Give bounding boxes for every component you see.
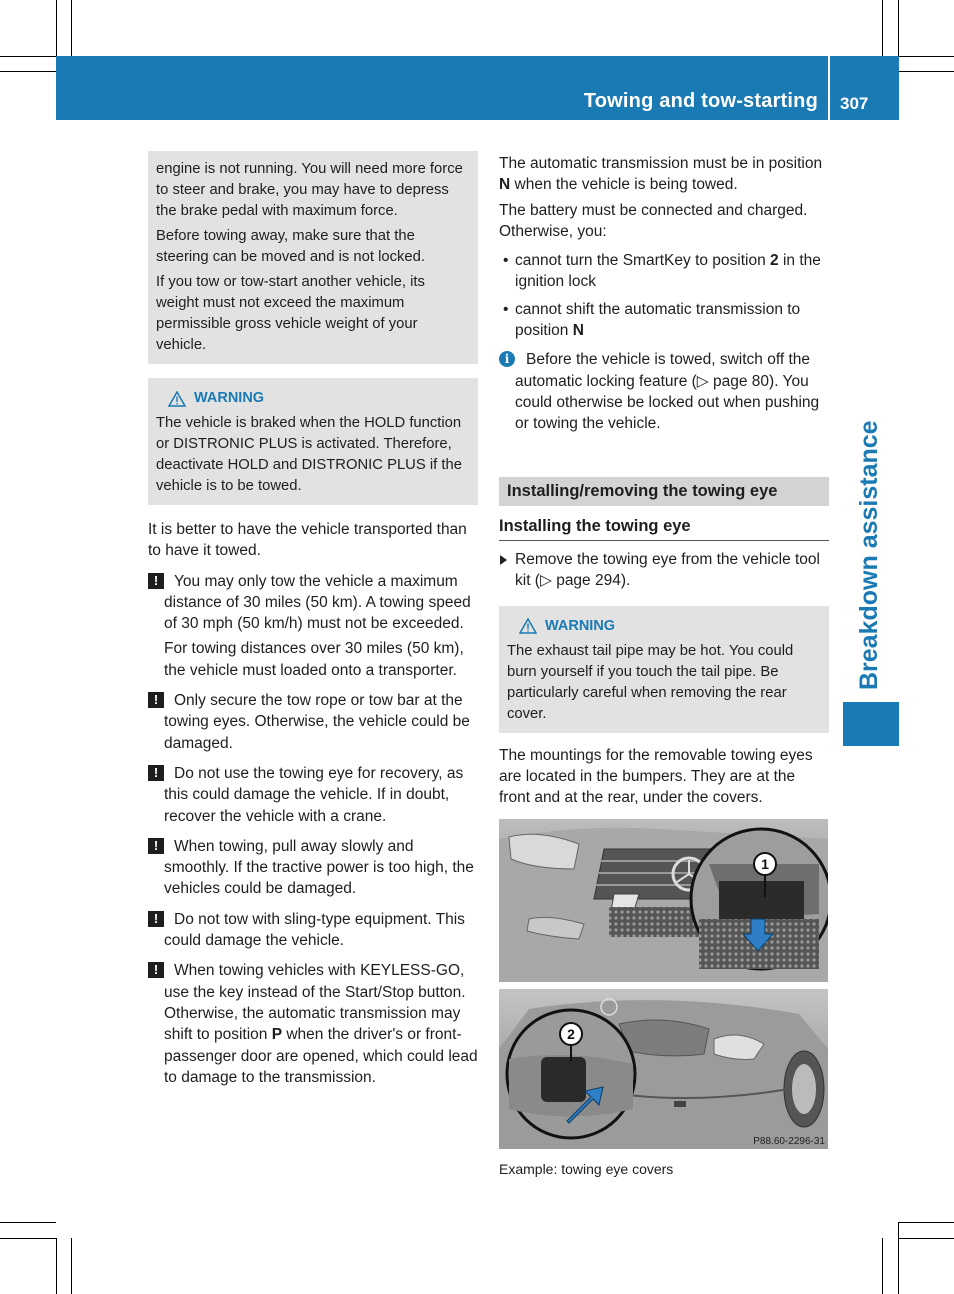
crop-mark — [882, 1238, 883, 1294]
note-item — [148, 909, 478, 952]
crop-mark — [899, 71, 954, 72]
crop-mark — [56, 0, 57, 56]
svg-text:1: 1 — [761, 855, 769, 872]
right-column — [499, 153, 829, 1180]
note-text: For towing distances over 30 miles (50 km), the vehicle must loaded onto a transporter. — [164, 640, 464, 679]
front-bumper-illustration — [499, 819, 828, 982]
crop-mark — [0, 56, 56, 57]
exclamation-icon: ! — [148, 838, 164, 854]
header-divider — [828, 56, 830, 120]
crop-mark — [882, 0, 883, 56]
step-arrow-icon — [500, 555, 507, 565]
warning-text: Before towing away, make sure that the steering can be moved and is not locked. — [156, 228, 425, 265]
crop-mark — [0, 71, 56, 72]
bullet-icon: • — [503, 252, 509, 270]
section-tab-marker — [843, 702, 899, 746]
note-item — [148, 960, 478, 1088]
info-icon: i — [499, 351, 515, 367]
warning-text: engine is not running. You will need more force to steer and brake, you may have to depress the brake pedal with maximum force. — [156, 161, 463, 219]
warning-heading — [507, 616, 821, 637]
crop-mark — [71, 0, 72, 56]
sub-heading: Installing the towing eye — [499, 506, 829, 541]
step-text: Remove the towing eye from the vehicle tool kit (▷ page 294). — [515, 551, 820, 590]
crop-mark — [898, 0, 899, 56]
warning-label: WARNING — [545, 617, 616, 634]
continued-warning-box — [148, 151, 478, 364]
bullet-item: • cannot turn the SmartKey to position 2 in the ignition lock — [503, 252, 821, 291]
figure-caption: Example: towing eye covers — [499, 1160, 674, 1177]
info-note — [499, 349, 829, 434]
crop-mark — [899, 56, 954, 57]
warning-label: WARNING — [194, 390, 265, 406]
intro-paragraph: It is better to have the vehicle transported than to have it towed. — [148, 521, 467, 560]
crop-mark — [56, 1238, 57, 1294]
rear-bumper-illustration — [499, 989, 828, 1149]
exclamation-icon: ! — [148, 765, 164, 781]
exclamation-icon: ! — [148, 692, 164, 708]
paragraph: The mountings for the removable towing eyes are located in the bumpers. They are at the front and at the rear, under the covers. — [499, 746, 813, 807]
warning-text: The vehicle is braked when the HOLD function or DISTRONIC PLUS is activated. Therefore, deactivate HOLD and DISTRONIC PLUS if the vehicle is to be towed. — [156, 415, 462, 494]
crop-mark — [899, 1222, 954, 1223]
instruction-step — [499, 549, 829, 592]
bullet-item: • cannot shift the automatic transmission to position N — [503, 300, 801, 340]
paragraph: The automatic transmission must be in position N when the vehicle is being towed. — [499, 155, 823, 194]
paragraph: The battery must be connected and charged. Otherwise, you: — [499, 201, 808, 240]
image-code: P88.60-2296-31 — [753, 1135, 825, 1147]
left-column — [148, 148, 478, 1097]
warning-text: The exhaust tail pipe may be hot. You could burn yourself if you touch the tail pipe. Be particularly careful when removing the rear cover. — [507, 642, 794, 722]
warning-box — [148, 378, 478, 505]
crop-mark — [898, 1222, 899, 1294]
warning-box — [499, 606, 829, 733]
note-text: Do not use the towing eye for recovery, as this could damage the vehicle. If in doubt, recover the vehicle with a crane. — [164, 764, 464, 825]
exclamation-icon: ! — [148, 911, 164, 927]
warning-heading — [156, 388, 470, 409]
exclamation-icon: ! — [148, 573, 164, 589]
note-item — [148, 836, 478, 900]
note-text: You may only tow the vehicle a maximum distance of 30 miles (50 km). A towing speed of 30 mph (50 km/h) must not be exceeded. — [164, 572, 471, 633]
note-text: Only secure the tow rope or tow bar at the towing eyes. Otherwise, the vehicle could be damaged. — [164, 692, 470, 752]
warning-text: If you tow or tow-start another vehicle, its weight must not exceed the maximum permissible gross vehicle weight of your vehicle. — [156, 274, 425, 353]
section-heading: Installing/removing the towing eye — [499, 477, 829, 506]
page-number: 307 — [840, 94, 869, 113]
page-title: Towing and tow-starting — [583, 90, 818, 112]
bullet-icon: • — [503, 300, 509, 318]
note-item — [148, 690, 478, 754]
note-text: When towing, pull away slowly and smoothly. If the tractive power is too high, the vehicles could be damaged. — [164, 837, 474, 898]
note-text: When towing vehicles with KEYLESS-GO, use the key instead of the Start/Stop button. Otherwise, the automatic transmission may shift to position P when the driver's or front-passenger door are opened, which could lead to damage to the transmission. — [164, 962, 478, 1086]
note-text: Do not tow with sling-type equipment. This could damage the vehicle. — [164, 910, 465, 950]
crop-mark — [899, 1238, 954, 1239]
warning-triangle-icon — [519, 618, 537, 634]
svg-text:2: 2 — [567, 1025, 575, 1042]
info-text: Before the vehicle is towed, switch off the automatic locking feature (▷ page 80). You could otherwise be locked out when pushing or towing the vehicle. — [515, 351, 820, 433]
section-tab-label: Breakdown assistance — [855, 420, 883, 690]
crop-mark — [0, 1238, 56, 1239]
exclamation-icon: ! — [148, 962, 164, 978]
note-item — [148, 763, 478, 827]
crop-mark — [71, 1238, 72, 1294]
crop-mark — [0, 1222, 56, 1223]
warning-triangle-icon — [168, 391, 186, 407]
note-item — [148, 571, 478, 681]
